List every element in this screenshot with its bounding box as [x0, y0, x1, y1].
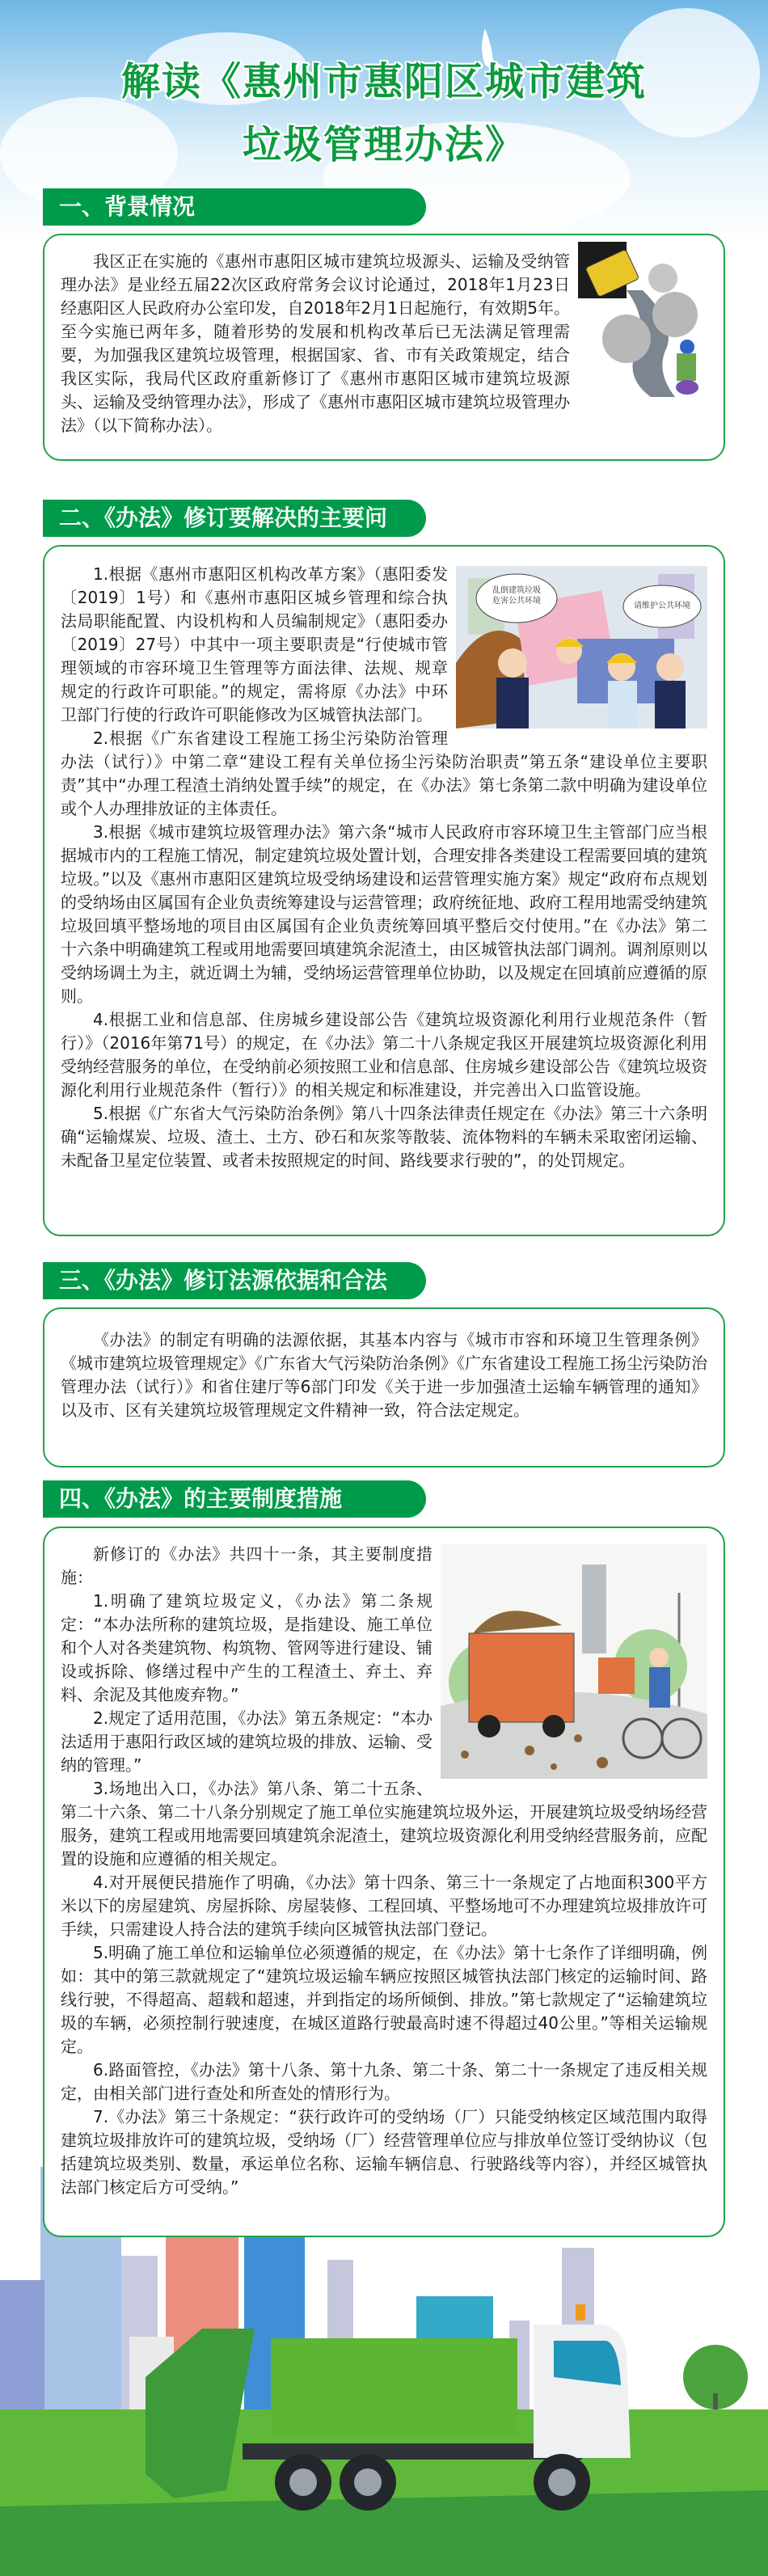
paragraph: 2.规定了适用范围，《办法》第五条规定：“本办法适用于惠阳行政区域的建筑垃圾的排放、运输、受纳的管理。” — [61, 1708, 433, 1775]
section-measures-box — [43, 1527, 725, 2237]
paragraph: 4.根据工业和信息部、住房城乡建设部公告《建筑垃圾资源化利用行业规范条件（暂行）》（2016年第71号）的规定，在《办法》第二十八条规定我区开展建筑垃圾资源化利用受纳经营服务的单位，在受纳前必须按照工业和信息部、住房城乡建设部公告《建筑垃圾资源化利用行业规范条件（暂行）》的相关规定和标准建设，并完善出入口监管设施。 — [61, 1010, 707, 1100]
paragraph: 新修订的《办法》共四十一条，其主要制度措施： — [61, 1544, 433, 1587]
section-legal-basis-content — [61, 1328, 707, 1422]
speech-bubble-text: 危害公共环境 — [492, 597, 541, 606]
section-issues-content — [61, 563, 707, 1172]
speech-bubble-text: 乱倒建筑垃圾 — [492, 586, 541, 595]
section-background-content — [61, 250, 707, 437]
section-legal-basis-box — [43, 1307, 725, 1467]
paragraph: 6.路面管控，《办法》第十八条、第十九条、第二十条、第二十一条规定了违反相关规定，由相关部门进行查处和所查处的情形行为。 — [61, 2060, 707, 2103]
trucks-spilling-debris-illustration — [441, 1544, 707, 1779]
enforcement-illustration — [456, 566, 707, 728]
paragraph: 4.对开展便民措施作了明确，《办法》第十四条、第三十一条规定了占地面积300平方米以下的房屋建筑、房屋拆除、房屋装修、工程回填、平整场地可不办理建筑垃圾排放许可手续，只需建设人持合法的建筑手续向区城管执法部门登记。 — [61, 1873, 707, 1939]
section-heading-background — [43, 188, 426, 226]
paragraph: 1.根据《惠州市惠阳区机构改革方案》（惠阳委发〔2019〕1号）和《惠州市惠阳区城乡管理和综合执法局职能配置、内设机构和人员编制规定》（惠阳委办〔2019〕27号）中其中一项主要职责是“行使城市管理领域的市容环境卫生管理等方面法律、法规、规章规定的行政许可职能。”的规定，需将原《办法》中环卫部门行使的行政许可职能修改为区城管执法部门。 — [61, 564, 448, 724]
paragraph: 3.场地出入口，《办法》第八条、第二十五条、第二十六条、第二十八条分别规定了施工单位实施建筑垃圾外运，开展建筑垃圾受纳场经营服务，建筑工程或用地需要回填建筑余泥渣土，建筑垃圾资源化利用受纳经营服务前，应配置的设施和应遵循的相关规定。 — [61, 1779, 707, 1869]
section-heading-text: 三、《办法》修订法源依据和合法 — [59, 1267, 388, 1294]
paragraph: 我区正在实施的《惠州市惠阳区城市建筑垃圾源头、运输及受纳管理办法》是业经五届22次区政府常务会议讨论通过，2018年1月23日经惠阳区人民政府办公室印发，自2018年2月1日起施行，有效期5年。至今实施已两年多，随着形势的发展和机构改革后已无法满足管理需要，为加强我区建筑垃圾管理，根据国家、省、市有关政策规定，结合我区实际，我局代区政府重新修订了《惠州市惠阳区城市建筑垃圾源头、运输及受纳管理办法》，形成了《惠州市惠阳区城市建筑垃圾管理办法》（以下简称办法）。 — [61, 251, 570, 435]
paragraph: 《办法》的制定有明确的法源依据，其基本内容与《城市市容和环境卫生管理条例》《城市建筑垃圾管理规定》《广东省大气污染防治条例》《广东省建设工程施工扬尘污染防治管理办法（试行）》和省住建厅等6部门印发《关于进一步加强渣土运输车辆管理的通知》以及市、区有关建筑垃圾管理规定文件精神一致，符合法定规定。 — [61, 1330, 707, 1420]
section-measures-content — [61, 1543, 707, 2199]
paragraph: 1.明确了建筑垃圾定义，《办法》第二条规定：“本办法所称的建筑垃圾，是指建设、施工单位和个人对各类建筑物、构筑物、管网等进行建设、铺设或拆除、修缮过程中产生的工程渣土、弃土、弃料、余泥及其他废弃物。” — [61, 1591, 433, 1704]
dumping-truck-illustration — [578, 242, 707, 397]
paragraph: 2.根据《广东省建设工程施工扬尘污染防治管理办法（试行）》中第二章“建设工程有关单位扬尘污染防治职责”第五条“建设单位主要职责”其中“办理工程渣土消纳处置手续”的规定，在《办法》第七条第二款中明确为建设单位或个人办理排放证的主体责任。 — [61, 728, 707, 818]
paragraph: 5.根据《广东省大气污染防治条例》第八十四条法律责任规定在《办法》第三十六条明确“运输煤炭、垃圾、渣土、土方、砂石和灰浆等散装、流体物料的车辆未采取密闭运输、未配备卫星定位装置、或者未按照规定的时间、路线要求行驶的”，的处罚规定。 — [61, 1104, 707, 1170]
garbage-truck — [146, 2304, 631, 2511]
paragraph: 5.明确了施工单位和运输单位必须遵循的规定，在《办法》第十七条作了详细明确，例如：其中的第三款就规定了“建筑垃圾运输车辆应按照区城管执法部门核定的运输时间、路线行驶，不得超高、超载和超速，并到指定的场所倾倒、排放。”第七款规定了“运输建筑垃圾的车辆，必须控制行驶速度，在城区道路行驶最高时速不得超过40公里。”等相关运输规定。 — [61, 1943, 707, 2056]
section-heading-text: 二、《办法》修订要解决的主要问 — [59, 505, 388, 531]
page-title-line1: 解读《惠州市惠阳区城市建筑 — [120, 59, 647, 104]
section-heading-text: 一、背景情况 — [59, 193, 196, 220]
page-title-line2: 垃圾管理办法》 — [242, 122, 525, 167]
section-issues-box — [43, 545, 725, 1236]
section-heading-background — [43, 1480, 426, 1518]
speech-bubble-text: 请维护公共环境 — [634, 602, 690, 610]
section-heading-background — [43, 500, 426, 537]
section-heading-background — [43, 1262, 426, 1299]
section-heading-text: 四、《办法》的主要制度措施 — [59, 1485, 343, 1512]
paragraph: 3.根据《城市建筑垃圾管理办法》第六条“城市人民政府市容环境卫生主管部门应当根据城市内的工程施工情况，制定建筑垃圾处置计划，合理安排各类建设工程需要回填的建筑垃圾。”以及《惠州市惠阳区建筑垃圾受纳场建设和运营管理实施方案》规定“政府布点规划的受纳场由区属国有企业负责统筹建设与运营管理；政府统征地、政府工程用地需受纳建筑垃圾回填平整场地的项目由区属国有企业负责统筹回填平整后交付使用。”在《办法》第二十六条中明确建筑工程或用地需要回填建筑余泥渣土，由区城管执法部门调剂。调剂原则以受纳场调土为主，就近调土为辅，受纳场运营管理单位协助，以及规定在回填前应遵循的原则。 — [61, 822, 707, 1006]
section-background-box — [43, 234, 725, 461]
paragraph: 7.《办法》第三十条规定：“获行政许可的受纳场（厂）只能受纳核定区域范围内取得建筑垃圾排放许可的建筑垃圾，受纳场（厂）经营管理单位应与排放单位签订受纳协议（包括建筑垃圾类别、数量，承运单位名称、运输车辆信息、行驶路线等内容），并经区城管执法部门核定后方可受纳。” — [61, 2107, 707, 2197]
